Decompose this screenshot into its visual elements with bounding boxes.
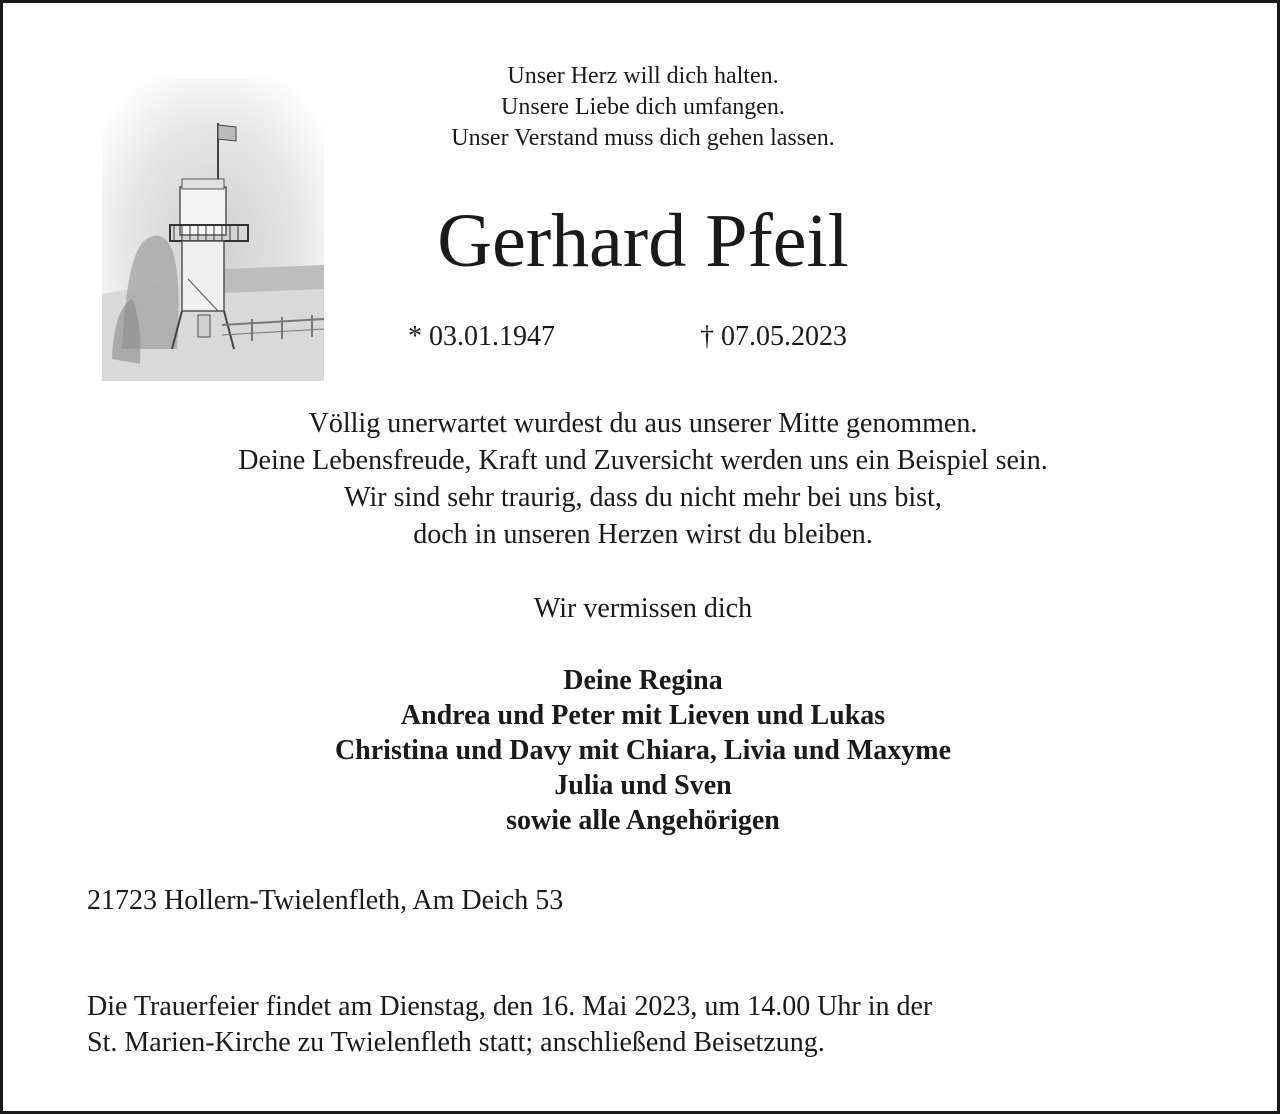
family-list xyxy=(3,663,1280,838)
message-line: Deine Lebensfreude, Kraft und Zuversicht werden uns ein Beispiel sein. xyxy=(238,445,1048,476)
message xyxy=(3,405,1280,553)
family-member: Christina und Davy mit Chiara, Livia und Maxyme xyxy=(334,735,952,766)
family-member: Julia und Sven xyxy=(554,770,732,801)
death-date: † 07.05.2023 xyxy=(700,321,847,352)
family-member: Andrea und Peter mit Lieven und Lukas xyxy=(400,700,886,731)
birth-date: * 03.01.1947 xyxy=(408,321,555,352)
message-line: doch in unseren Herzen wirst du bleiben. xyxy=(413,519,873,550)
poem-line: Unser Herz will dich halten. xyxy=(507,63,779,89)
funeral-line: St. Marien-Kirche zu Twielenfleth statt; anschließend Beisetzung. xyxy=(87,1027,825,1058)
funeral-notice xyxy=(87,989,932,1061)
message-line: Völlig unerwartet wurdest du aus unserer Mitte genommen. xyxy=(308,408,978,439)
deceased-name: Gerhard Pfeil xyxy=(437,199,849,283)
poem-line: Unsere Liebe dich umfangen. xyxy=(501,94,785,120)
address: 21723 Hollern-Twielenfleth, Am Deich 53 xyxy=(87,885,564,916)
poem-line: Unser Verstand muss dich gehen lassen. xyxy=(451,125,835,151)
funeral-line: Die Trauerfeier findet am Dienstag, den 16. Mai 2023, um 14.00 Uhr in der xyxy=(87,991,933,1022)
miss-line: Wir vermissen dich xyxy=(533,593,753,624)
poem xyxy=(3,61,1280,154)
family-member: sowie alle Angehörigen xyxy=(506,805,780,836)
family-member: Deine Regina xyxy=(563,665,723,696)
message-line: Wir sind sehr traurig, dass du nicht mehr bei uns bist, xyxy=(344,482,942,513)
